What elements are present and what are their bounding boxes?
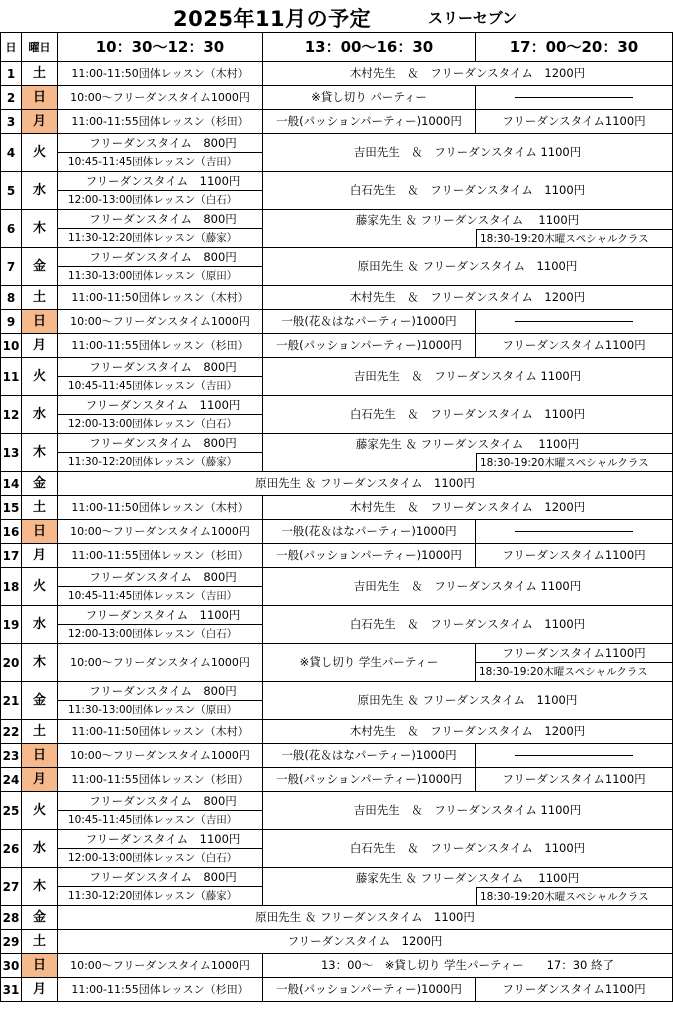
day-cell: 14 [1, 472, 22, 496]
table-row [1, 930, 673, 954]
morning-slot: 11:00-11:55団体レッスン（杉田） [58, 768, 263, 792]
day-cell: 22 [1, 720, 22, 744]
evening-slot-empty [476, 86, 673, 110]
evening-slot [476, 644, 673, 682]
morning-slot: 11:00-11:55団体レッスン（杉田） [58, 334, 263, 358]
morning-slot [58, 682, 263, 720]
weekday-cell: 日 [22, 520, 58, 544]
schedule-header [0, 0, 673, 32]
weekday-cell: 火 [22, 134, 58, 172]
header-slot-afternoon: 13：00〜16：30 [263, 33, 476, 62]
schedule-body [1, 62, 673, 1002]
morning-slot [58, 210, 263, 248]
morning-slot: 10:00〜フリーダンスタイム1000円 [58, 954, 263, 978]
day-cell: 21 [1, 682, 22, 720]
weekday-cell: 月 [22, 334, 58, 358]
table-row [1, 682, 673, 720]
afternoon-slot: 一般(花＆はなパーティー)1000円 [263, 744, 476, 768]
group-lesson-line: 12:00-13:00団体レッスン（白石） [68, 628, 238, 640]
table-row [1, 134, 673, 172]
day-cell: 31 [1, 978, 22, 1002]
free-dance-line: フリーダンスタイム 800円 [58, 792, 262, 811]
group-lesson-line: 10:45-11:45団体レッスン（吉田） [68, 814, 238, 826]
schedule-table [0, 32, 673, 1002]
morning-slot [58, 830, 263, 868]
afternoon-evening-slot: 白石先生 ＆ フリーダンスタイム 1100円 [263, 606, 673, 644]
afternoon-evening-slot [263, 868, 673, 906]
table-row [1, 792, 673, 830]
weekday-cell: 月 [22, 768, 58, 792]
afternoon-evening-slot: 白石先生 ＆ フリーダンスタイム 1100円 [263, 172, 673, 210]
weekday-cell: 水 [22, 396, 58, 434]
group-lesson-line: 11:30-13:00団体レッスン（原田） [68, 704, 238, 716]
table-row [1, 496, 673, 520]
free-dance-line: フリーダンスタイム 1100円 [58, 396, 262, 415]
table-header-row [1, 33, 673, 62]
day-cell: 26 [1, 830, 22, 868]
day-cell: 19 [1, 606, 22, 644]
afternoon-evening-slot: 白石先生 ＆ フリーダンスタイム 1100円 [263, 396, 673, 434]
group-lesson-line: 11:30-13:00団体レッスン（原田） [68, 270, 238, 282]
afternoon-slot: 一般(パッションパーティー)1000円 [263, 978, 476, 1002]
dash-line [515, 97, 633, 98]
morning-slot: 10:00〜フリーダンスタイム1000円 [58, 644, 263, 682]
weekday-cell: 月 [22, 544, 58, 568]
table-row [1, 830, 673, 868]
day-cell: 29 [1, 930, 22, 954]
special-class-wrap [263, 453, 672, 471]
evening-slot-empty [476, 520, 673, 544]
day-cell: 6 [1, 210, 22, 248]
table-row [1, 868, 673, 906]
weekday-cell: 木 [22, 868, 58, 906]
group-lesson-line: 10:45-11:45団体レッスン（吉田） [68, 380, 238, 392]
day-cell: 24 [1, 768, 22, 792]
free-dance-line: フリーダンスタイム 800円 [58, 682, 262, 701]
morning-slot: 11:00-11:50団体レッスン（木村） [58, 62, 263, 86]
weekday-cell: 木 [22, 210, 58, 248]
weekday-cell: 金 [22, 906, 58, 930]
free-dance-line: フリーダンスタイム 1100円 [58, 172, 262, 191]
weekday-cell: 土 [22, 62, 58, 86]
evening-slot: フリーダンスタイム1100円 [476, 334, 673, 358]
weekday-cell: 日 [22, 86, 58, 110]
header-weekday: 曜日 [22, 33, 58, 62]
table-row [1, 86, 673, 110]
blank-area [263, 453, 476, 471]
weekday-cell: 土 [22, 720, 58, 744]
group-lesson-line: 12:00-13:00団体レッスン（白石） [68, 852, 238, 864]
morning-slot: 11:00-11:50団体レッスン（木村） [58, 496, 263, 520]
group-lesson-line: 12:00-13:00団体レッスン（白石） [68, 418, 238, 430]
free-dance-line: フリーダンスタイム 800円 [58, 358, 262, 377]
afternoon-evening-slot: 白石先生 ＆ フリーダンスタイム 1100円 [263, 830, 673, 868]
evening-slot-empty [476, 744, 673, 768]
day-cell: 30 [1, 954, 22, 978]
free-dance-line: フリーダンスタイム 800円 [58, 434, 262, 453]
table-row [1, 544, 673, 568]
weekday-cell: 水 [22, 830, 58, 868]
free-dance-line: フリーダンスタイム 800円 [58, 568, 262, 587]
afternoon-evening-slot: 原田先生 ＆ フリーダンスタイム 1100円 [263, 248, 673, 286]
free-dance-line: フリーダンスタイム 800円 [58, 868, 262, 887]
table-row [1, 978, 673, 1002]
morning-slot [58, 396, 263, 434]
day-cell: 9 [1, 310, 22, 334]
afternoon-evening-slot: 吉田先生 ＆ フリーダンスタイム 1100円 [263, 792, 673, 830]
table-row [1, 520, 673, 544]
table-row [1, 248, 673, 286]
dash-line [515, 755, 633, 756]
day-cell: 15 [1, 496, 22, 520]
afternoon-evening-slot: 木村先生 ＆ フリーダンスタイム 1200円 [263, 62, 673, 86]
weekday-cell: 月 [22, 110, 58, 134]
afternoon-slot: 一般(パッションパーティー)1000円 [263, 110, 476, 134]
morning-slot [58, 172, 263, 210]
weekday-cell: 金 [22, 248, 58, 286]
table-row [1, 434, 673, 472]
table-row [1, 568, 673, 606]
afternoon-slot: ※貸し切り パーティー [263, 86, 476, 110]
group-lesson-line: 11:30-12:20団体レッスン（藤家） [68, 232, 238, 244]
table-row [1, 954, 673, 978]
day-cell: 4 [1, 134, 22, 172]
group-lesson-line: 11:30-12:20団体レッスン（藤家） [68, 890, 238, 902]
table-row [1, 396, 673, 434]
day-cell: 28 [1, 906, 22, 930]
weekday-cell: 金 [22, 472, 58, 496]
dash-line [515, 531, 633, 532]
table-row [1, 744, 673, 768]
teacher-line: 藤家先生 ＆ フリーダンスタイム 1100円 [355, 870, 580, 885]
morning-slot [58, 248, 263, 286]
afternoon-evening-slot: 13：00〜 ※貸し切り 学生パーティー 17：30 終了 [263, 954, 673, 978]
table-row [1, 62, 673, 86]
weekday-cell: 土 [22, 930, 58, 954]
afternoon-slot: 一般(パッションパーティー)1000円 [263, 768, 476, 792]
table-row [1, 358, 673, 396]
afternoon-slot: 一般(花＆はなパーティー)1000円 [263, 520, 476, 544]
day-cell: 5 [1, 172, 22, 210]
morning-slot: 10:00〜フリーダンスタイム1000円 [58, 520, 263, 544]
header-day: 日 [1, 33, 22, 62]
day-cell: 18 [1, 568, 22, 606]
afternoon-evening-slot [263, 434, 673, 472]
evening-slot: フリーダンスタイム1100円 [476, 768, 673, 792]
free-dance-line: フリーダンスタイム 1100円 [58, 830, 262, 849]
morning-slot: 10:00〜フリーダンスタイム1000円 [58, 744, 263, 768]
header-slot-evening: 17：00〜20：30 [476, 33, 673, 62]
special-class-line: 18:30-19:20木曜スペシャルクラス [476, 229, 672, 248]
table-row [1, 768, 673, 792]
weekday-cell: 火 [22, 358, 58, 396]
weekday-cell: 水 [22, 606, 58, 644]
free-dance-line: フリーダンスタイム 800円 [58, 134, 262, 153]
morning-slot: 11:00-11:50団体レッスン（木村） [58, 286, 263, 310]
weekday-cell: 火 [22, 568, 58, 606]
day-cell: 16 [1, 520, 22, 544]
weekday-cell: 月 [22, 978, 58, 1002]
table-row [1, 334, 673, 358]
table-row [1, 210, 673, 248]
morning-slot: 11:00-11:55団体レッスン（杉田） [58, 978, 263, 1002]
table-row [1, 286, 673, 310]
morning-slot [58, 134, 263, 172]
table-row [1, 310, 673, 334]
day-cell: 13 [1, 434, 22, 472]
afternoon-evening-slot: 吉田先生 ＆ フリーダンスタイム 1100円 [263, 358, 673, 396]
weekday-cell: 日 [22, 310, 58, 334]
header-slot-morning: 10：30〜12：30 [58, 33, 263, 62]
all-day-slot: 原田先生 ＆ フリーダンスタイム 1100円 [58, 472, 673, 496]
afternoon-evening-slot: 吉田先生 ＆ フリーダンスタイム 1100円 [263, 134, 673, 172]
weekday-cell: 土 [22, 496, 58, 520]
dash-line [515, 321, 633, 322]
morning-slot [58, 568, 263, 606]
morning-slot: 11:00-11:50団体レッスン（木村） [58, 720, 263, 744]
day-cell: 7 [1, 248, 22, 286]
weekday-cell: 金 [22, 682, 58, 720]
afternoon-evening-slot [263, 210, 673, 248]
weekday-cell: 木 [22, 434, 58, 472]
free-dance-line: フリーダンスタイム 800円 [58, 210, 262, 229]
morning-slot: 10:00〜フリーダンスタイム1000円 [58, 86, 263, 110]
day-cell: 20 [1, 644, 22, 682]
evening-slot: フリーダンスタイム1100円 [476, 544, 673, 568]
afternoon-evening-slot: 原田先生 ＆ フリーダンスタイム 1100円 [263, 682, 673, 720]
teacher-line: 藤家先生 ＆ フリーダンスタイム 1100円 [355, 212, 580, 227]
day-cell: 23 [1, 744, 22, 768]
afternoon-slot: 一般(花＆はなパーティー)1000円 [263, 310, 476, 334]
weekday-cell: 日 [22, 954, 58, 978]
afternoon-evening-slot: 木村先生 ＆ フリーダンスタイム 1200円 [263, 286, 673, 310]
afternoon-slot: 一般(パッションパーティー)1000円 [263, 544, 476, 568]
afternoon-slot: ※貸し切り 学生パーティー [263, 644, 476, 682]
table-row [1, 472, 673, 496]
group-lesson-line: 11:30-12:20団体レッスン（藤家） [68, 456, 238, 468]
day-cell: 12 [1, 396, 22, 434]
free-dance-line: フリーダンスタイム1100円 [502, 646, 646, 660]
table-row [1, 644, 673, 682]
afternoon-evening-slot: 木村先生 ＆ フリーダンスタイム 1200円 [263, 496, 673, 520]
special-class-line: 18:30-19:20木曜スペシャルクラス [476, 887, 672, 906]
day-cell: 8 [1, 286, 22, 310]
table-row [1, 172, 673, 210]
blank-area [263, 887, 476, 905]
morning-slot: 11:00-11:55団体レッスン（杉田） [58, 544, 263, 568]
schedule-title: 2025年11月の予定 [173, 7, 372, 31]
weekday-cell: 日 [22, 744, 58, 768]
free-dance-line: フリーダンスタイム 800円 [58, 248, 262, 267]
teacher-line: 藤家先生 ＆ フリーダンスタイム 1100円 [355, 436, 580, 451]
day-cell: 3 [1, 110, 22, 134]
day-cell: 2 [1, 86, 22, 110]
special-class-line: 18:30-19:20木曜スペシャルクラス [476, 662, 672, 681]
morning-slot [58, 358, 263, 396]
special-class-line: 18:30-19:20木曜スペシャルクラス [476, 453, 672, 472]
evening-slot: フリーダンスタイム1100円 [476, 978, 673, 1002]
special-class-wrap [263, 887, 672, 905]
special-class-wrap [263, 229, 672, 247]
weekday-cell: 水 [22, 172, 58, 210]
free-dance-line: フリーダンスタイム 1100円 [58, 606, 262, 625]
group-lesson-line: 10:45-11:45団体レッスン（吉田） [68, 156, 238, 168]
group-lesson-line: 12:00-13:00団体レッスン（白石） [68, 194, 238, 206]
afternoon-slot: 一般(パッションパーティー)1000円 [263, 334, 476, 358]
day-cell: 27 [1, 868, 22, 906]
group-lesson-line: 10:45-11:45団体レッスン（吉田） [68, 590, 238, 602]
studio-name: スリーセブン [428, 9, 518, 27]
evening-slot: フリーダンスタイム1100円 [476, 110, 673, 134]
day-cell: 25 [1, 792, 22, 830]
evening-slot-empty [476, 310, 673, 334]
day-cell: 10 [1, 334, 22, 358]
table-row [1, 110, 673, 134]
morning-slot [58, 434, 263, 472]
table-row [1, 720, 673, 744]
afternoon-evening-slot: 木村先生 ＆ フリーダンスタイム 1200円 [263, 720, 673, 744]
morning-slot: 10:00〜フリーダンスタイム1000円 [58, 310, 263, 334]
weekday-cell: 土 [22, 286, 58, 310]
blank-area [263, 229, 476, 247]
all-day-slot: 原田先生 ＆ フリーダンスタイム 1100円 [58, 906, 673, 930]
afternoon-evening-slot: 吉田先生 ＆ フリーダンスタイム 1100円 [263, 568, 673, 606]
morning-slot [58, 606, 263, 644]
table-row [1, 906, 673, 930]
morning-slot: 11:00-11:55団体レッスン（杉田） [58, 110, 263, 134]
weekday-cell: 火 [22, 792, 58, 830]
morning-slot [58, 792, 263, 830]
day-cell: 17 [1, 544, 22, 568]
weekday-cell: 木 [22, 644, 58, 682]
morning-slot [58, 868, 263, 906]
all-day-slot: フリーダンスタイム 1200円 [58, 930, 673, 954]
table-row [1, 606, 673, 644]
day-cell: 11 [1, 358, 22, 396]
day-cell: 1 [1, 62, 22, 86]
